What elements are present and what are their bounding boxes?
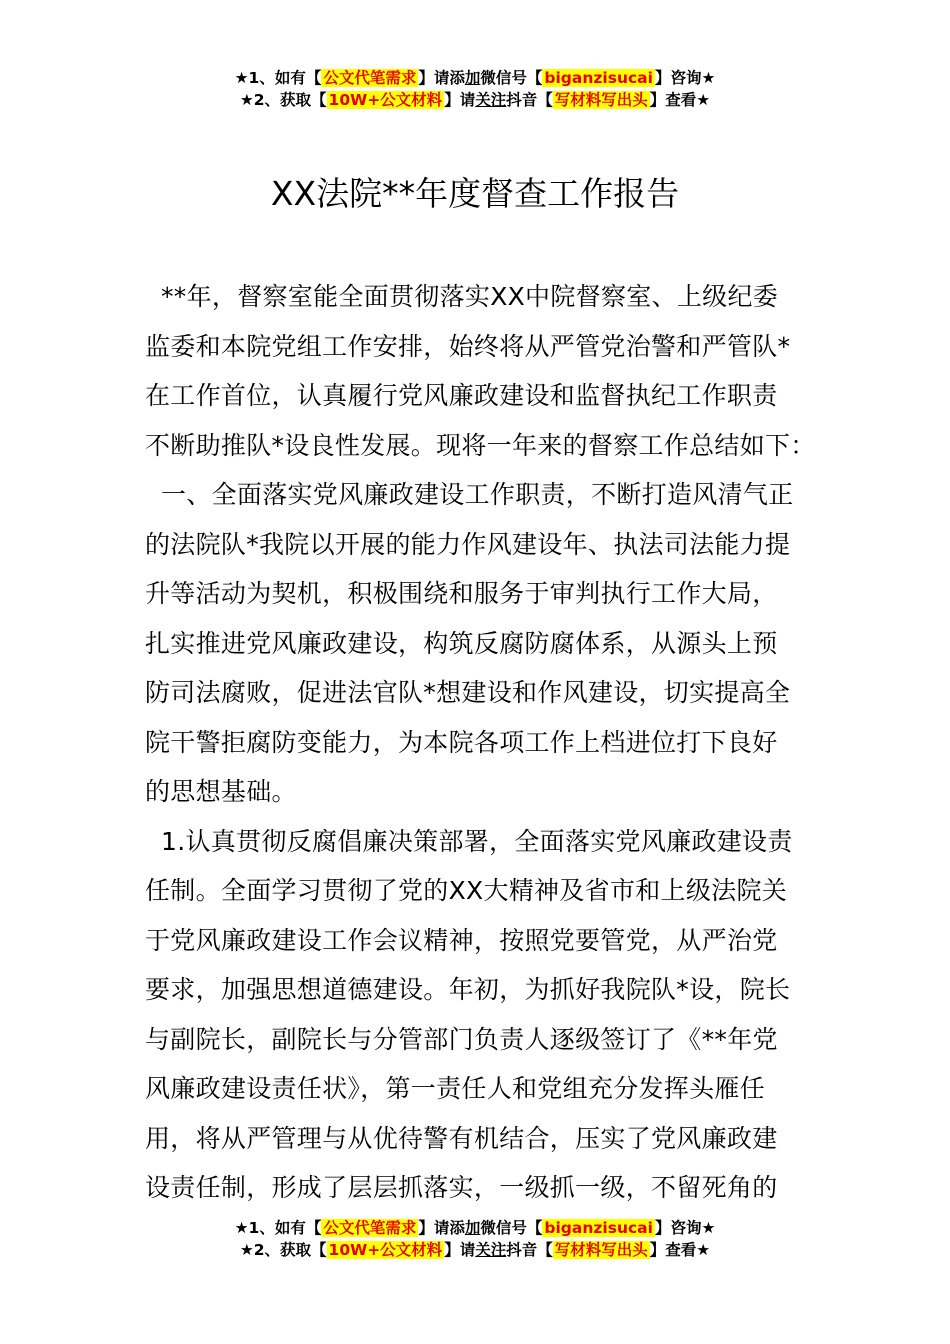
banner-highlight: 10W+公文材料 [328, 91, 443, 109]
banner-top [0, 67, 950, 111]
banner-highlight: biganzisucai [544, 69, 653, 87]
body-line: 扎实推进党风廉政建设，构筑反腐防腐体系，从源头上预 [145, 628, 778, 658]
banner-text: ★2、获取【 [239, 91, 327, 109]
banner-highlight: 写材料写出头 [554, 1241, 648, 1259]
body-line: 在工作首位，认真履行党风廉政建设和监督执纪工作职责 [145, 381, 778, 410]
body-line: 与副院长，副院长与分管部门负责人逐级签订了《**年党 [145, 1024, 778, 1054]
body-line: 院干警拒腐防变能力，为本院各项工作上档进位打下良好 [145, 727, 778, 757]
banner-bottom [0, 1217, 950, 1261]
banner-text: 】查看★ [649, 91, 711, 109]
banner-text: ★1、如有【 [234, 1219, 322, 1237]
body-line: 用，将从严管理与从优待警有机结合，压实了党风廉政建 [145, 1123, 778, 1153]
banner-text: 抖音【 [506, 91, 553, 109]
banner-text: 微信号【 [480, 1219, 543, 1237]
banner-text: ★2、获取【 [239, 1241, 327, 1259]
banner-highlight: 公文代笔需求 [323, 1219, 417, 1237]
banner-text: 】请 [444, 1241, 476, 1259]
document-title: XX法院**年度督查工作报告 [270, 174, 680, 213]
banner-underlined-text: 加 [464, 69, 481, 87]
body-line: 防司法腐败，促进法官队*想建设和作风建设，切实提高全 [145, 678, 791, 707]
body-line: 一、全面落实党风廉政建设工作职责，不断打造风清气正 [161, 480, 794, 509]
document-body [145, 272, 825, 1213]
banner-line-1 [0, 1217, 950, 1239]
body-line: 监委和本院党组工作安排，始终将从严管党治警和严管队* [145, 331, 791, 361]
body-line: 的思想基础。 [145, 777, 297, 806]
body-line: 风廉政建设责任状》，第一责任人和党组充分发挥头雁任 [145, 1074, 766, 1103]
banner-highlight: biganzisucai [544, 1219, 653, 1237]
banner-highlight: 公文代笔需求 [323, 69, 417, 87]
banner-text: 】查看★ [649, 1241, 711, 1259]
banner-line-1 [0, 67, 950, 89]
banner-text: 】请 [444, 91, 476, 109]
body-line: 要求，加强思想道德建设。年初，为抓好我院队*设，院长 [145, 975, 791, 1004]
banner-line-2 [0, 1239, 950, 1261]
banner-highlight: 10W+公文材料 [328, 1241, 443, 1259]
body-line: 任制。全面学习贯彻了党的XX大精神及省市和上级法院关 [145, 876, 788, 905]
body-line: **年，督察室能全面贯彻落实XX中院督察室、上级纪委 [161, 282, 779, 311]
banner-highlight: 写材料写出头 [554, 91, 648, 109]
banner-text: 】咨询★ [654, 69, 716, 87]
body-line: 升等活动为契机，积极围绕和服务于审判执行工作大局， [145, 579, 778, 608]
banner-underlined-text: 关注 [475, 1241, 507, 1259]
banner-text: ★1、如有【 [234, 69, 322, 87]
body-line: 的法院队*我院以开展的能力作风建设年、执法司法能力提 [145, 529, 791, 559]
banner-line-2 [0, 89, 950, 111]
banner-text: 】请添 [418, 69, 465, 87]
banner-underlined-text: 加 [464, 1219, 481, 1237]
banner-text: 抖音【 [506, 1241, 553, 1259]
body-line: 1.认真贯彻反腐倡廉决策部署，全面落实党风廉政建设责 [161, 826, 793, 856]
banner-text: 】咨询★ [654, 1219, 716, 1237]
banner-text: 】请添 [418, 1219, 465, 1237]
body-line: 于党风廉政建设工作会议精神，按照党要管党，从严治党 [145, 925, 778, 955]
banner-text: 微信号【 [480, 69, 543, 87]
body-line: 不断助推队*设良性发展。现将一年来的督察工作总结如下： [145, 430, 816, 460]
body-line: 设责任制，形成了层层抓落实，一级抓一级，不留死角的 [145, 1173, 778, 1202]
banner-underlined-text: 关注 [475, 91, 507, 109]
